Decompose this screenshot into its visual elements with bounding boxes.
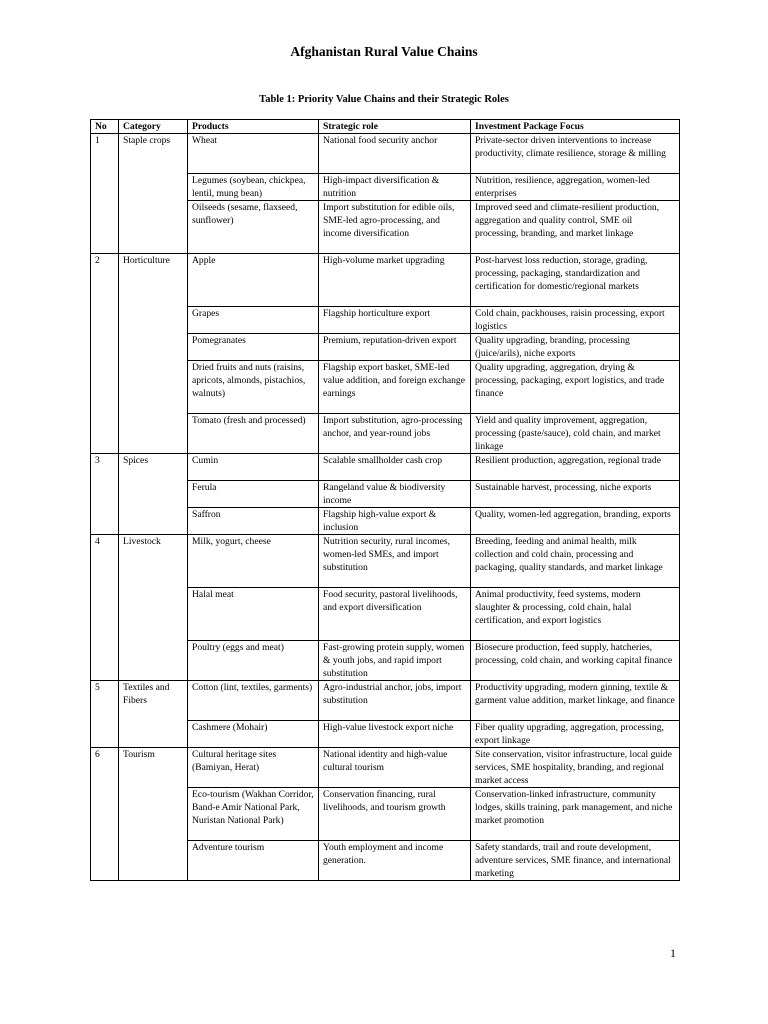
cell-no: 6 [91, 748, 119, 881]
cell-investment-focus: Resilient production, aggregation, regional trade [471, 454, 680, 481]
cell-investment-focus: Yield and quality improvement, aggregation, processing (paste/sauce), cold chain, and market linkage [471, 414, 680, 454]
cell-investment-focus: Quality upgrading, aggregation, drying & processing, packaging, export logistics, and trade finance [471, 361, 680, 414]
cell-strategic-role: Import substitution for edible oils, SME-led agro-processing, and income diversification [319, 201, 471, 254]
cell-product: Milk, yogurt, cheese [188, 535, 319, 588]
document-title: Afghanistan Rural Value Chains [290, 44, 478, 59]
page-number: 1 [670, 946, 676, 960]
header-category: Category [119, 120, 188, 134]
cell-investment-focus: Conservation-linked infrastructure, community lodges, skills training, park management, and niche market promotion [471, 788, 680, 841]
cell-no: 1 [91, 134, 119, 254]
cell-strategic-role: Flagship horticulture export [319, 307, 471, 334]
header-no: No [91, 120, 119, 134]
cell-strategic-role: Flagship export basket, SME-led value addition, and foreign exchange earnings [319, 361, 471, 414]
table-row [91, 535, 680, 588]
cell-strategic-role: High-volume market upgrading [319, 254, 471, 307]
cell-strategic-role: Premium, reputation-driven export [319, 334, 471, 361]
cell-product: Halal meat [188, 588, 319, 641]
table-body [91, 134, 680, 881]
table-row [91, 681, 680, 721]
cell-product: Grapes [188, 307, 319, 334]
cell-product: Cumin [188, 454, 319, 481]
table-row [91, 134, 680, 174]
cell-category: Textiles and Fibers [119, 681, 188, 748]
cell-strategic-role: Rangeland value & biodiversity income [319, 481, 471, 508]
table-header-row [91, 120, 680, 134]
cell-category: Staple crops [119, 134, 188, 254]
cell-strategic-role: Agro-industrial anchor, jobs, import substitution [319, 681, 471, 721]
cell-product: Apple [188, 254, 319, 307]
cell-investment-focus: Quality, women-led aggregation, branding, exports [471, 508, 680, 535]
cell-product: Ferula [188, 481, 319, 508]
cell-investment-focus: Post-harvest loss reduction, storage, grading, processing, packaging, standardization and certification for domestic/regional markets [471, 254, 680, 307]
cell-investment-focus: Fiber quality upgrading, aggregation, processing, export linkage [471, 721, 680, 748]
cell-strategic-role: Scalable smallholder cash crop [319, 454, 471, 481]
cell-investment-focus: Improved seed and climate-resilient production, aggregation and quality control, SME oil processing, branding, and market linkage [471, 201, 680, 254]
cell-strategic-role: Conservation financing, rural livelihoods, and tourism growth [319, 788, 471, 841]
cell-investment-focus: Private-sector driven interventions to increase productivity, climate resilience, storage & milling [471, 134, 680, 174]
cell-investment-focus: Productivity upgrading, modern ginning, textile & garment value addition, market linkage, and finance [471, 681, 680, 721]
cell-product: Eco-tourism (Wakhan Corridor, Band-e Amir National Park, Nuristan National Park) [188, 788, 319, 841]
cell-strategic-role: Youth employment and income generation. [319, 841, 471, 881]
cell-no: 3 [91, 454, 119, 535]
cell-product: Cotton (lint, textiles, garments) [188, 681, 319, 721]
header-products: Products [188, 120, 319, 134]
header-strategic-role: Strategic role [319, 120, 471, 134]
cell-strategic-role: Flagship high-value export & inclusion [319, 508, 471, 535]
cell-product: Cultural heritage sites (Bamiyan, Herat) [188, 748, 319, 788]
cell-investment-focus: Cold chain, packhouses, raisin processing, export logistics [471, 307, 680, 334]
cell-product: Pomegranates [188, 334, 319, 361]
table-caption: Table 1: Priority Value Chains and their Strategic Roles [259, 94, 509, 105]
cell-strategic-role: Fast-growing protein supply, women & youth jobs, and rapid import substitution [319, 641, 471, 681]
cell-strategic-role: Nutrition security, rural incomes, women-led SMEs, and import substitution [319, 535, 471, 588]
cell-investment-focus: Biosecure production, feed supply, hatcheries, processing, cold chain, and working capital finance [471, 641, 680, 681]
cell-category: Spices [119, 454, 188, 535]
cell-product: Adventure tourism [188, 841, 319, 881]
cell-product: Oilseeds (sesame, flaxseed, sunflower) [188, 201, 319, 254]
cell-no: 4 [91, 535, 119, 681]
header-investment-focus: Investment Package Focus [471, 120, 680, 134]
cell-strategic-role: National food security anchor [319, 134, 471, 174]
cell-strategic-role: High-value livestock export niche [319, 721, 471, 748]
cell-product: Wheat [188, 134, 319, 174]
cell-product: Dried fruits and nuts (raisins, apricots, almonds, pistachios, walnuts) [188, 361, 319, 414]
cell-investment-focus: Quality upgrading, branding, processing (juice/arils), niche exports [471, 334, 680, 361]
cell-product: Saffron [188, 508, 319, 535]
cell-strategic-role: National identity and high-value cultural tourism [319, 748, 471, 788]
value-chain-table [90, 119, 680, 881]
table-row [91, 454, 680, 481]
cell-product: Poultry (eggs and meat) [188, 641, 319, 681]
cell-product: Tomato (fresh and processed) [188, 414, 319, 454]
cell-investment-focus: Sustainable harvest, processing, niche exports [471, 481, 680, 508]
table-row [91, 254, 680, 307]
cell-investment-focus: Nutrition, resilience, aggregation, women-led enterprises [471, 174, 680, 201]
cell-no: 2 [91, 254, 119, 454]
cell-product: Legumes (soybean, chickpea, lentil, mung bean) [188, 174, 319, 201]
cell-investment-focus: Safety standards, trail and route development, adventure services, SME finance, and international marketing [471, 841, 680, 881]
cell-strategic-role: Food security, pastoral livelihoods, and export diversification [319, 588, 471, 641]
cell-strategic-role: Import substitution, agro-processing anchor, and year-round jobs [319, 414, 471, 454]
cell-category: Tourism [119, 748, 188, 881]
cell-product: Cashmere (Mohair) [188, 721, 319, 748]
cell-investment-focus: Site conservation, visitor infrastructure, local guide services, SME hospitality, branding, and regional market access [471, 748, 680, 788]
cell-investment-focus: Breeding, feeding and animal health, milk collection and cold chain, processing and packaging, quality standards, and market linkage [471, 535, 680, 588]
cell-strategic-role: High-impact diversification & nutrition [319, 174, 471, 201]
cell-category: Horticulture [119, 254, 188, 454]
cell-category: Livestock [119, 535, 188, 681]
cell-investment-focus: Animal productivity, feed systems, modern slaughter & processing, cold chain, halal certification, and export logistics [471, 588, 680, 641]
cell-no: 5 [91, 681, 119, 748]
table-row [91, 748, 680, 788]
